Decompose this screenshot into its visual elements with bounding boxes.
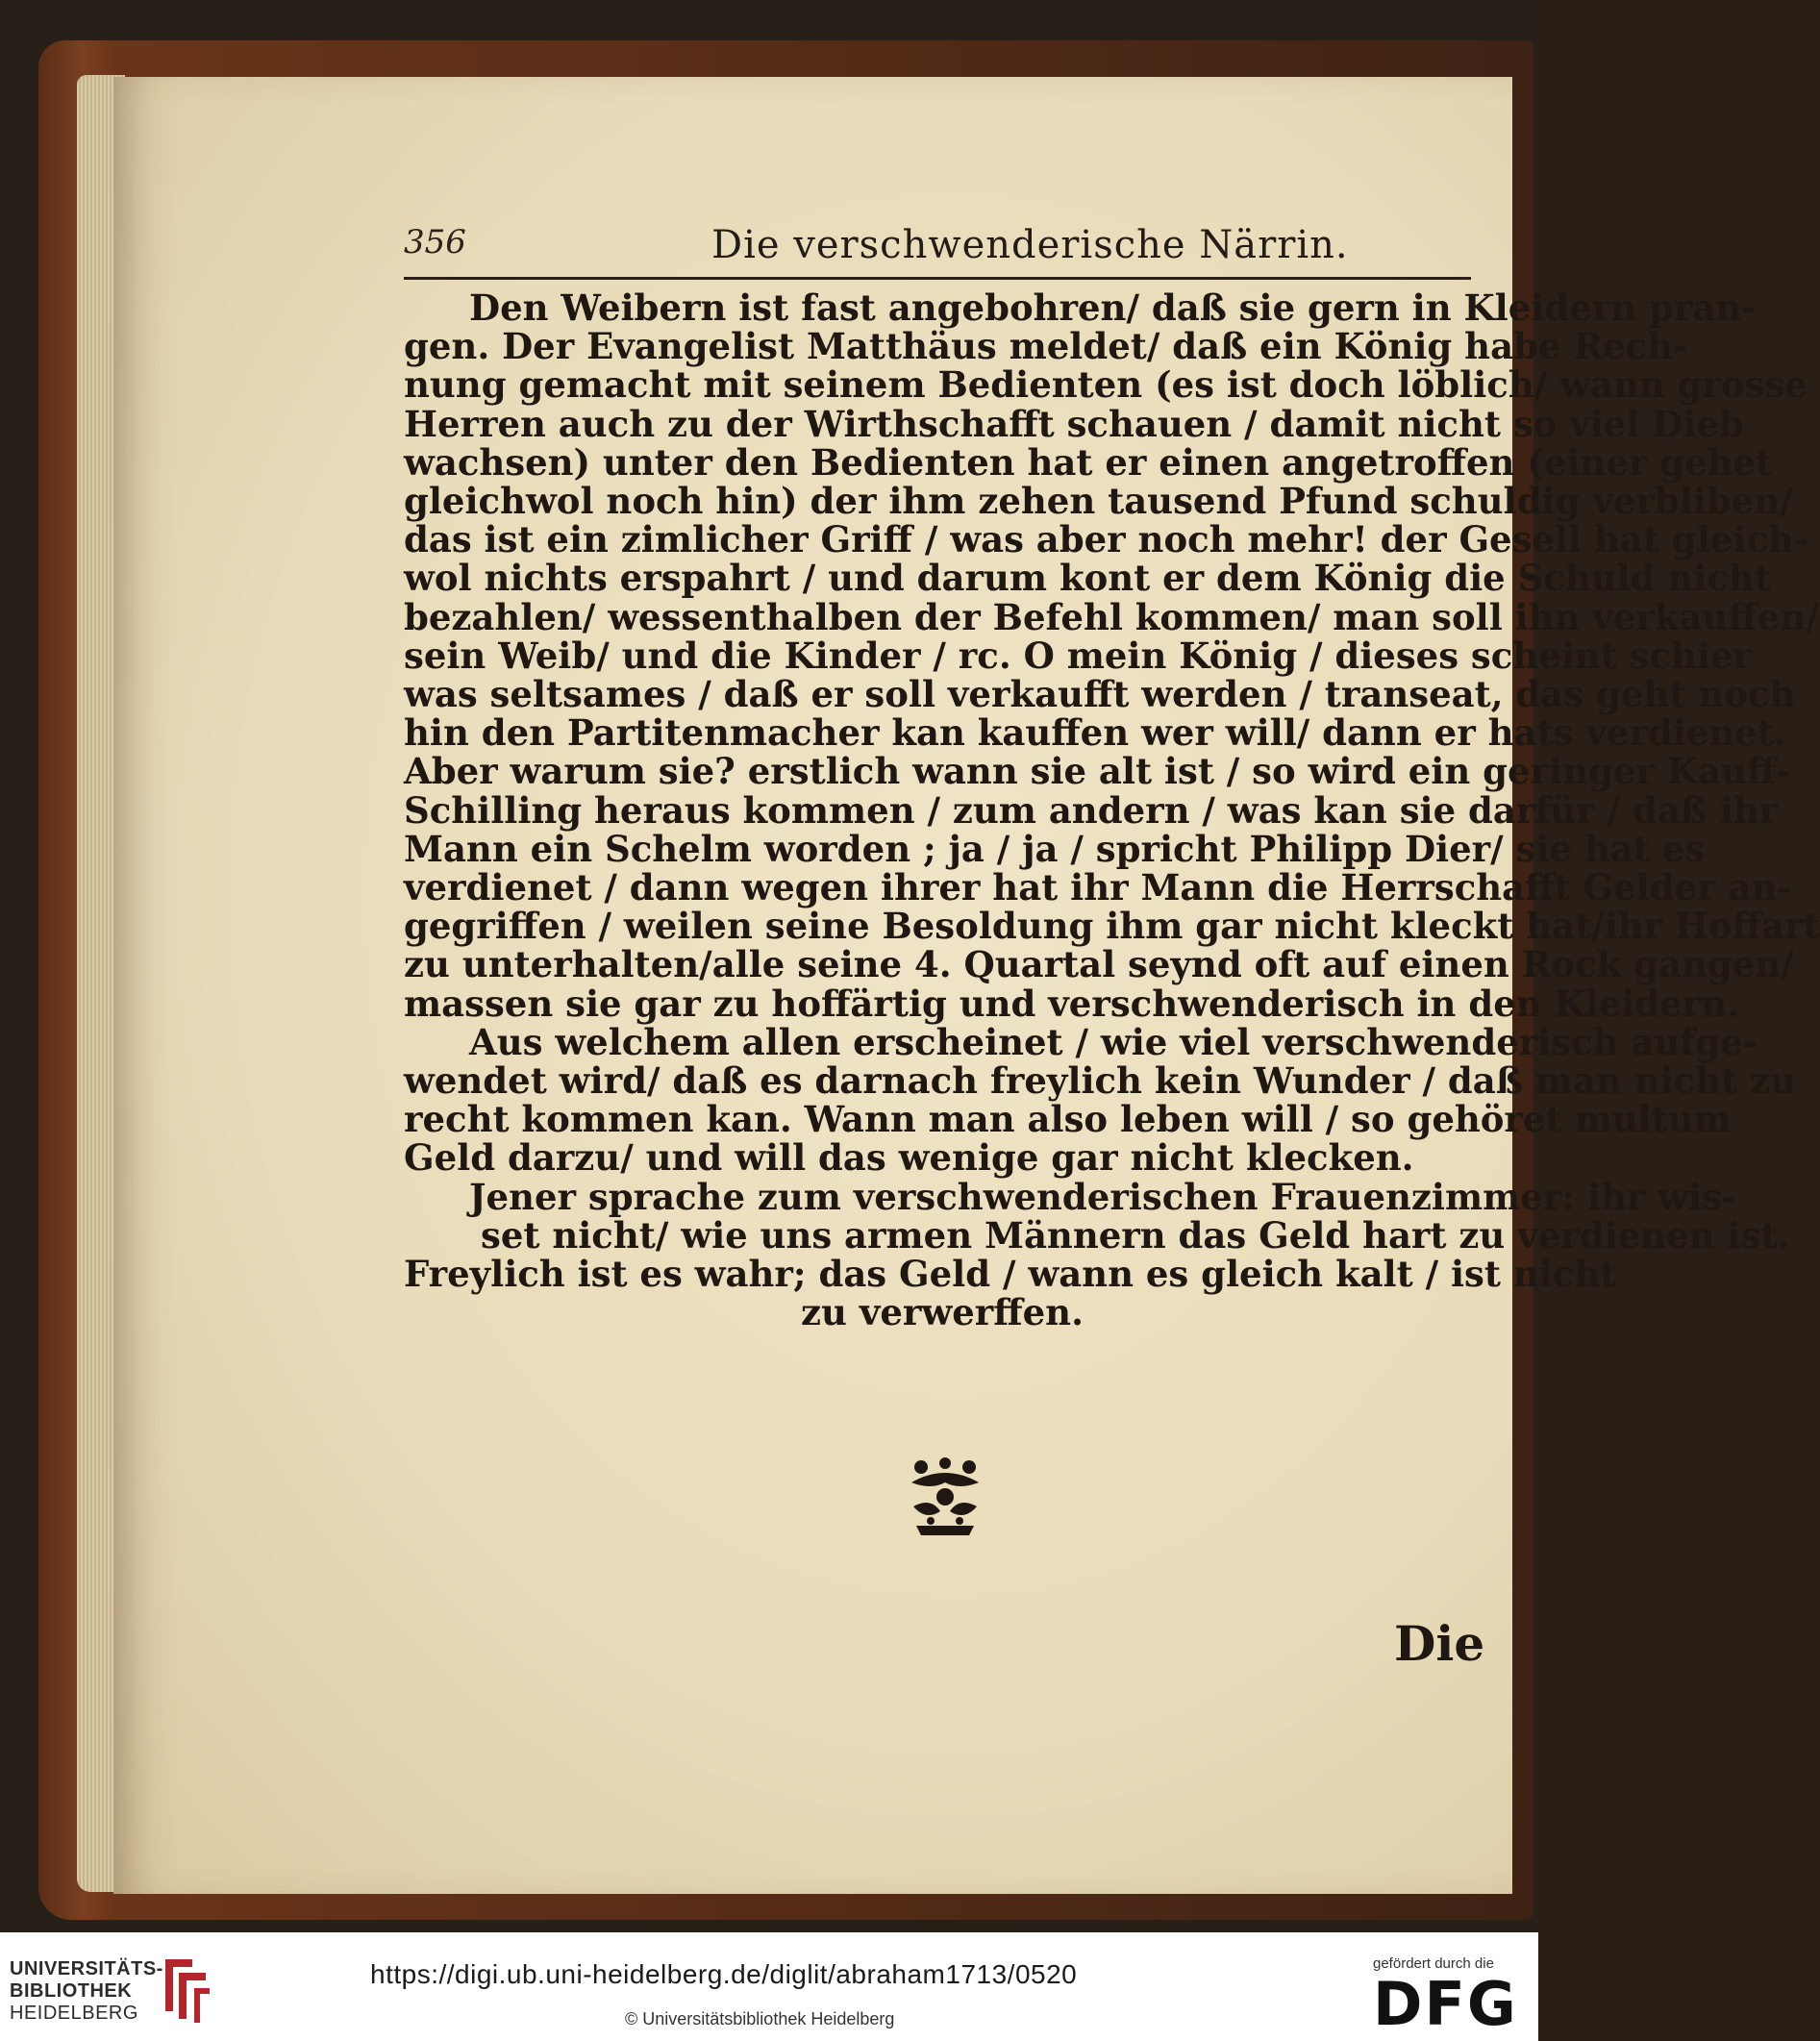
text-line: bezahlen/ wessenthalben der Befehl kommen/ man soll ihn verkauffen/ bbox=[404, 595, 1819, 638]
running-head bbox=[404, 223, 1481, 281]
catchword: Die bbox=[1394, 1615, 1485, 1672]
text-line: was seltsames / daß er soll verkaufft werden / transeat, das geht noch bbox=[404, 673, 1796, 716]
text-line: verdienet / dann wegen ihrer hat ihr Mann die Herrschafft Gelder an- bbox=[404, 866, 1792, 909]
text-line: gleichwol noch hin) der ihm zehen tausend Pfund schuldig verbliben/ bbox=[404, 480, 1793, 523]
text-line: set nicht/ wie uns armen Männern das Geld hart zu verdienen ist. bbox=[481, 1213, 1790, 1257]
page-number: 356 bbox=[404, 223, 466, 261]
text-line: Freylich ist es wahr; das Geld / wann es gleich kalt / ist nicht bbox=[404, 1253, 1617, 1296]
text-line: Geld darzu/ und will das wenige gar nicht klecken. bbox=[404, 1136, 1414, 1180]
text-line: nung gemacht mit seinem Bedienten (es ist doch löblich/ wann grosse bbox=[404, 363, 1808, 407]
copyright-notice: © Universitätsbibliothek Heidelberg bbox=[625, 2009, 895, 2029]
library-logo-icon bbox=[156, 1954, 215, 2025]
running-head-title: Die verschwenderische Närrin. bbox=[711, 223, 1349, 267]
text-line: Mann ein Schelm worden ; ja / ja / spricht Philipp Dier/ sie hat es bbox=[404, 827, 1706, 870]
floral-vignette-icon bbox=[902, 1454, 988, 1540]
funded-by-label: gefördert durch die bbox=[1373, 1955, 1494, 1972]
text-line: gegriffen / weilen seine Besoldung ihm gar nicht kleckt hat/ihr Hoffart bbox=[404, 905, 1820, 948]
text-line: hin den Partitenmacher kan kauffen wer will/ dann er hats verdienet. bbox=[404, 711, 1786, 755]
text-line: wachsen) unter den Bedienten hat er einen angetroffen (einer gehet bbox=[404, 440, 1773, 484]
viewer-footer bbox=[0, 1932, 1538, 2041]
permalink-url[interactable]: https://digi.ub.uni-heidelberg.de/diglit/abraham1713/0520 bbox=[370, 1959, 1078, 1989]
text-line: massen sie gar zu hoffärtig und verschwenderisch in den Kleidern. bbox=[404, 982, 1740, 1025]
text-line: zu verwerffen. bbox=[801, 1291, 1084, 1334]
text-line: Aus welchem allen erscheinet / wie viel verschwenderisch aufge- bbox=[469, 1020, 1758, 1063]
text-line: gen. Der Evangelist Matthäus meldet/ daß ein König habe Rech- bbox=[404, 325, 1688, 368]
text-line: Jener sprache zum verschwenderischen Frauenzimmer: ihr wis- bbox=[469, 1175, 1737, 1218]
library-name-line: BIBLIOTHEK bbox=[10, 1980, 133, 2002]
header-rule bbox=[404, 277, 1471, 280]
library-name-line: HEIDELBERG bbox=[10, 2003, 138, 2024]
text-line: Den Weibern ist fast angebohren/ daß sie gern in Kleidern pran- bbox=[469, 286, 1757, 329]
text-line: Aber warum sie? erstlich wann sie alt ist / so wird ein geringer Kauff- bbox=[404, 750, 1791, 793]
text-line: wendet wird/ daß es darnach freylich kein Wunder / daß man nicht zu bbox=[404, 1059, 1796, 1103]
text-line: Herren auch zu der Wirthschafft schauen / damit nicht so viel Dieb bbox=[404, 402, 1744, 445]
library-logo-text bbox=[10, 1958, 163, 2025]
library-name-line: UNIVERSITÄTS- bbox=[10, 1958, 163, 1979]
body-text bbox=[404, 286, 1820, 1334]
text-line: das ist ein zimlicher Griff / was aber noch mehr! der Gesell hat gleich- bbox=[404, 518, 1809, 561]
text-line: wol nichts erspahrt / und darum kont er dem König die Schuld nicht bbox=[404, 557, 1771, 600]
text-line: Schilling heraus kommen / zum andern / was kan sie darfür / daß ihr bbox=[404, 788, 1779, 832]
dfg-logo: DFG bbox=[1373, 1969, 1518, 2039]
text-line: recht kommen kan. Wann man also leben will / so gehöret multum bbox=[404, 1098, 1732, 1141]
text-line: sein Weib/ und die Kinder / rc. O mein König / dieses scheint schier bbox=[404, 634, 1752, 677]
text-line: zu unterhalten/alle seine 4. Quartal seynd oft auf einen Rock gangen/ bbox=[404, 943, 1794, 986]
